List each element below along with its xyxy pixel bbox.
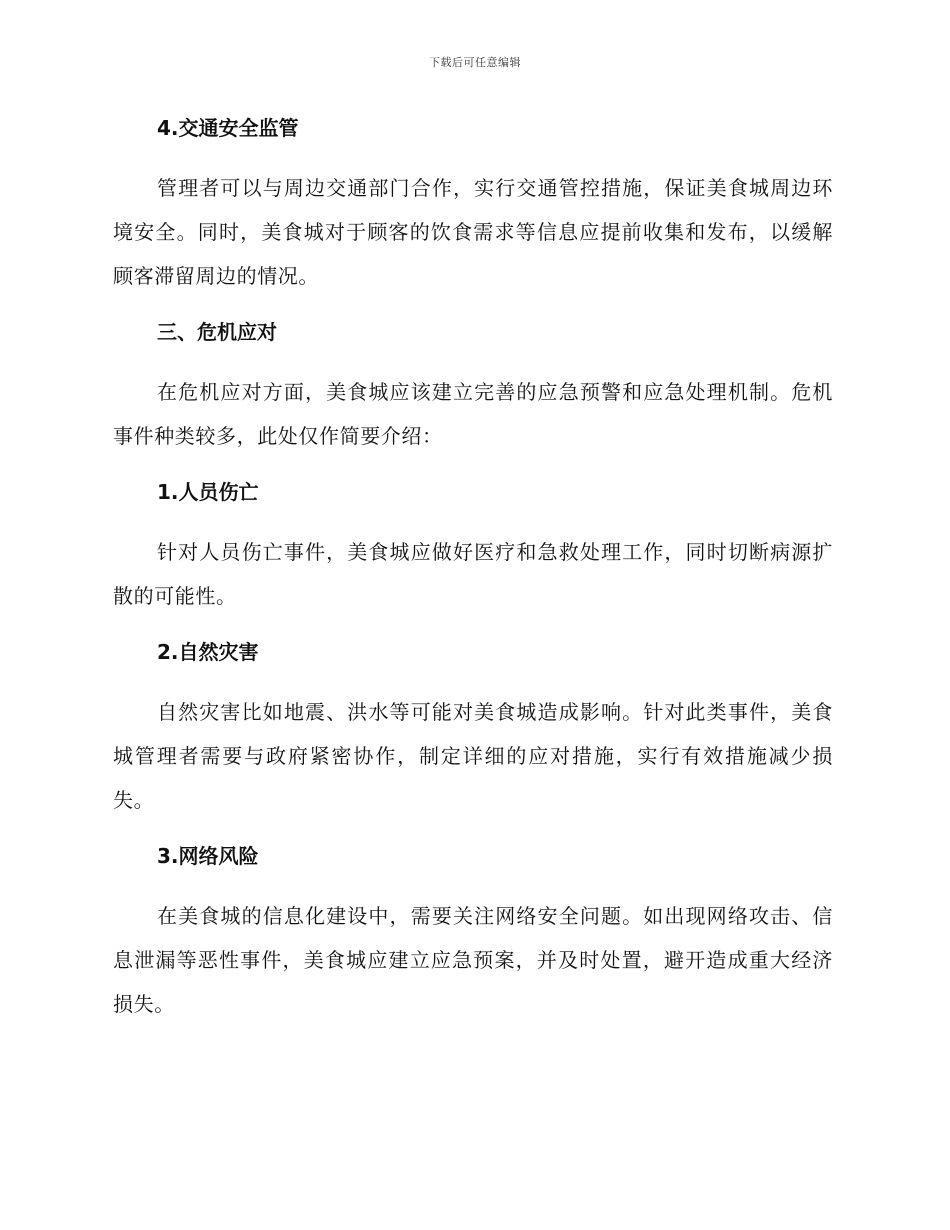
document-body xyxy=(113,108,833,1026)
page-header-note: 下载后可任意编辑 xyxy=(429,56,521,69)
section-heading-natural-disaster: 2.自然灾害 xyxy=(157,640,259,664)
section-paragraph-natural-disaster: 自然灾害比如地震、洪水等可能对美食城造成影响。针对此类事件，美食城管理者需要与政府紧密协作，制定详细的应对措施，实行有效措施减少损失。 xyxy=(113,700,833,812)
section-paragraph-crisis: 在危机应对方面，美食城应该建立完善的应急预警和应急处理机制。危机事件种类较多，此处仅作简要介绍： xyxy=(113,380,833,448)
section-paragraph-traffic: 管理者可以与周边交通部门合作，实行交通管控措施，保证美食城周边环境安全。同时，美食城对于顾客的饮食需求等信息应提前收集和发布，以缓解顾客滞留周边的情况。 xyxy=(113,176,833,288)
section-heading-traffic: 4.交通安全监管 xyxy=(157,116,299,140)
section-paragraph-casualties: 针对人员伤亡事件，美食城应做好医疗和急救处理工作，同时切断病源扩散的可能性。 xyxy=(113,540,833,608)
section-heading-casualties: 1.人员伤亡 xyxy=(157,480,259,504)
section-heading-network-risk: 3.网络风险 xyxy=(157,844,259,868)
section-heading-crisis: 三、危机应对 xyxy=(157,320,277,344)
section-paragraph-network-risk: 在美食城的信息化建设中，需要关注网络安全问题。如出现网络攻击、信息泄漏等恶性事件，美食城应建立应急预案，并及时处置，避开造成重大经济损失。 xyxy=(113,904,833,1016)
